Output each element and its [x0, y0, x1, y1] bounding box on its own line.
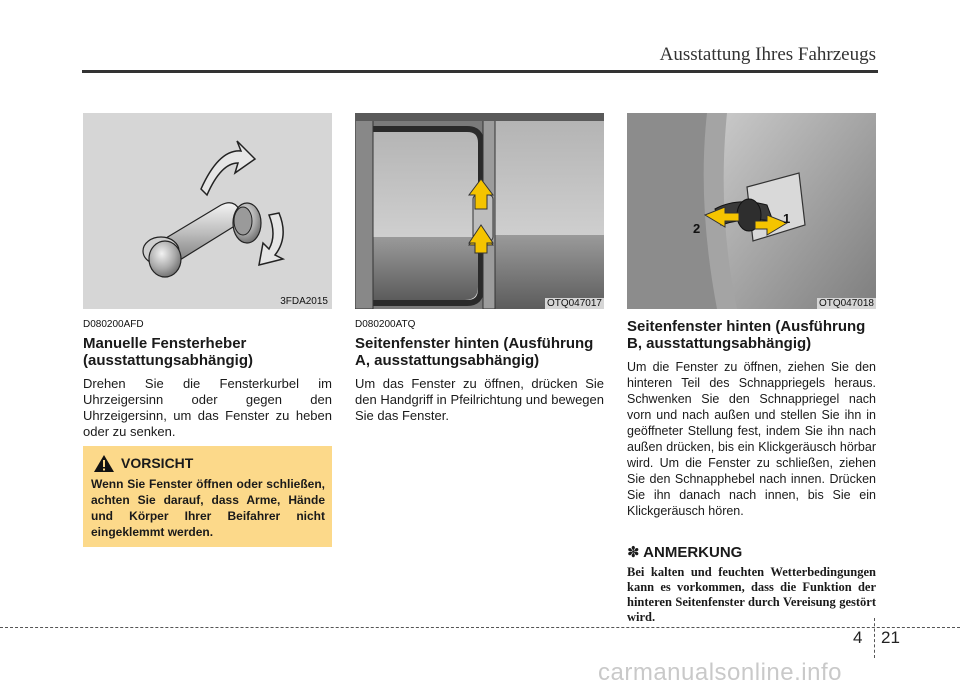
rear-window-a-illustration: [355, 113, 604, 309]
page-header-title: Ausstattung Ihres Fahrzeugs: [659, 44, 876, 65]
caution-box: [83, 446, 332, 547]
section-text: Drehen Sie die Fensterkurbel im Uhrzeigersinn oder gegen den Uhrzeigersinn, um das Fenster zu heben oder zu senken.: [83, 376, 332, 439]
rotation-arrow-top-icon: [201, 141, 255, 195]
section-heading: Seitenfenster hinten (Ausführung B, ausstattungsabhängig): [627, 318, 866, 352]
figure-rear-window-b: [627, 113, 876, 309]
section-text: Um das Fenster zu öffnen, drücken Sie den Handgriff in Pfeilrichtung und bewegen Sie das Fenster.: [355, 376, 604, 423]
section-heading: Seitenfenster hinten (Ausführung A, ausstattungsabhängig): [355, 335, 594, 369]
figure-window-crank: [83, 113, 332, 309]
callout-2-label: 2: [693, 221, 701, 236]
page-number: 21: [881, 628, 900, 647]
caution-title: VORSICHT: [121, 455, 194, 471]
figure-code: 3FDA2015: [280, 296, 328, 307]
section-text: Um die Fenster zu öffnen, ziehen Sie den hinteren Teil des Schnappriegels heraus. Schwenken Sie den Schnappriegel nach vorn und nach außen und stellen Sie ihn in geöffneter Stellung fest, indem Sie ihn nach außen drücken, bis ein Klickgeräusch hörbar wird. Um die Fenster zu schließen, ziehen Sie den Schnapphebel nach innen. Drücken Sie ihn danach nach innen, bis Sie ein Klickgeräusch hören.: [627, 360, 876, 518]
note-text: Bei kalten und feuchten Wetterbedingungen kann es vorkommen, dass die Funktion der hinteren Seitenfenster durch Vereisung gestört wird.: [627, 565, 876, 624]
column-manual-window: [83, 113, 332, 440]
figure-code: OTQ047017: [546, 298, 602, 309]
section-code: D080200AFD: [83, 319, 144, 330]
column-rear-window-b: [627, 113, 876, 625]
caution-title-row: [91, 455, 325, 473]
rear-window-b-illustration: [627, 113, 876, 309]
warning-triangle-icon: [93, 454, 115, 473]
column-rear-window-a: [355, 113, 604, 424]
figure-code: OTQ047018: [818, 298, 874, 309]
callout-1-label: 1: [783, 211, 791, 226]
watermark-text: carmanualsonline.info: [598, 659, 842, 686]
footer-rule: [0, 627, 960, 628]
figure-rear-window-a: [355, 113, 604, 309]
chapter-number: 4: [853, 628, 863, 647]
section-heading: Manuelle Fensterheber (ausstattungsabhängig): [83, 335, 254, 369]
note-title: ✽ ANMERKUNG: [627, 544, 743, 561]
window-crank-illustration: [83, 113, 332, 309]
section-code: D080200ATQ: [355, 319, 416, 330]
caution-text: Wenn Sie Fenster öffnen oder schließen, achten Sie darauf, dass Arme, Hände und Körper Ihrer Beifahrer nicht eingeklemmt werden.: [91, 477, 325, 539]
header-rule: [82, 70, 878, 73]
page-number-separator: [874, 618, 875, 658]
rotation-arrow-bottom-icon: [259, 213, 283, 265]
